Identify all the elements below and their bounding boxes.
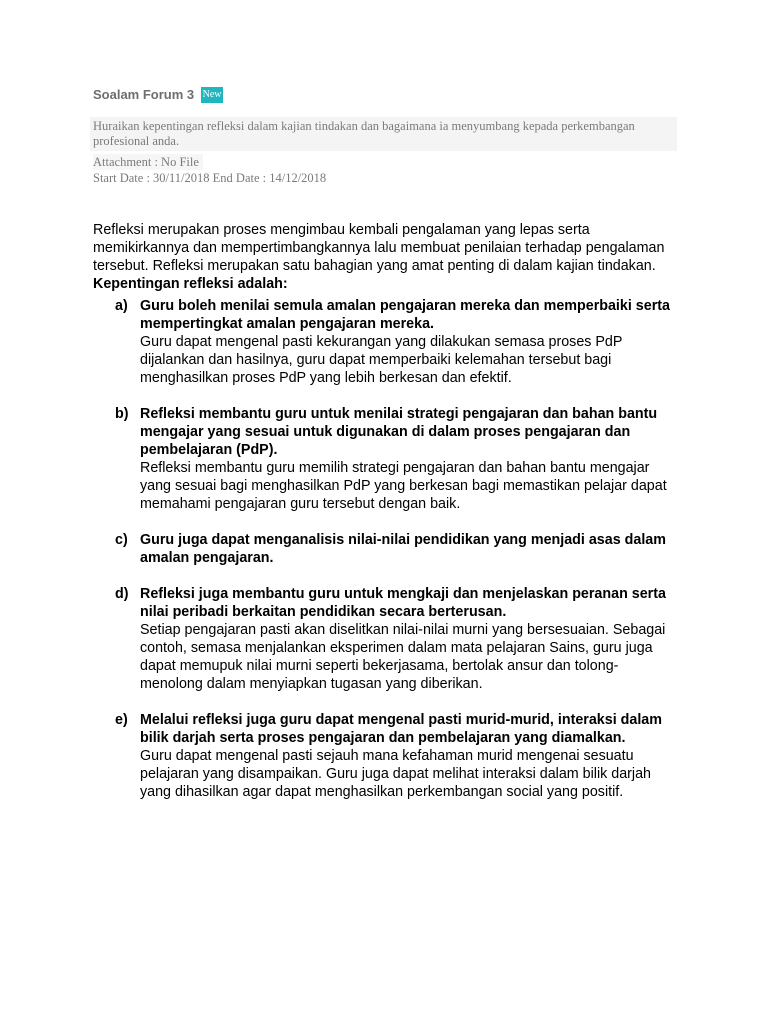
item-heading: Refleksi juga membantu guru untuk mengkaji dan menjelaskan peranan serta nilai peribadi berkaitan pendidikan secara berterusan. [140,586,666,620]
list-item [93,297,673,387]
forum-title: Soalam Forum 3 [93,87,195,103]
list-marker: e) [115,712,128,728]
list-item [93,531,673,567]
item-heading: Melalui refleksi juga guru dapat mengenal pasti murid-murid, interaksi dalam bilik darjah serta proses pengajaran dan pembelajaran yang diamalkan. [140,712,662,746]
new-badge: New [201,87,224,103]
list-item [93,585,673,693]
forum-header [93,86,223,104]
list-marker: d) [115,586,129,602]
item-heading: Refleksi membantu guru untuk menilai strategi pengajaran dan bahan bantu mengajar yang sesuai untuk digunakan di dalam proses pengajaran dan pembelajaran (PdP). [140,406,658,458]
list-marker: b) [115,406,129,422]
list-marker: c) [115,532,128,548]
answer-content [93,221,673,819]
date-range: Start Date : 30/11/2018 End Date : 14/12/2018 [93,171,327,185]
intro-paragraph: Refleksi merupakan proses mengimbau kembali pengalaman yang lepas serta memikirkannya dan mempertimbangkannya lalu membuat penilaian terhadap pengalaman tersebut. Refleksi merupakan satu bahagian yang amat penting di dalam kajian tindakan. [93,222,665,274]
list-item [93,711,673,801]
meta-info [93,154,326,186]
item-text: Setiap pengajaran pasti akan diselitkan nilai-nilai murni yang bersesuaian. Sebagai contoh, semasa menjalankan eksperimen dalam mata pelajaran Sains, guru juga dapat memupuk nilai murni seperti bekerjasama, bertolak ansur dan tolong-menolong dalam menyiapkan tugasan yang diberikan. [140,622,666,692]
item-text: Refleksi membantu guru memilih strategi pengajaran dan bahan bantu mengajar yang sesuai bagi menghasilkan PdP yang berkesan bagi memastikan pelajar dapat memahami pengajaran guru tersebut dengan baik. [140,460,667,512]
question-text: Huraikan kepentingan refleksi dalam kajian tindakan dan bagaimana ia menyumbang kepada perkembangan profesional anda. [90,117,677,151]
item-heading: Guru juga dapat menganalisis nilai-nilai pendidikan yang menjadi asas dalam amalan pengajaran. [140,532,666,566]
attachment-info: Attachment : No File [93,154,203,170]
list-item [93,405,673,513]
reflection-list [93,297,673,801]
subheading: Kepentingan refleksi adalah: [93,276,288,292]
item-heading: Guru boleh menilai semula amalan pengajaran mereka dan memperbaiki serta mempertingkat amalan pengajaran mereka. [140,298,670,332]
item-text: Guru dapat mengenal pasti kekurangan yang dilakukan semasa proses PdP dijalankan dan hasilnya, guru dapat memperbaiki kelemahan tersebut bagi menghasilkan proses PdP yang lebih berkesan dan efektif. [140,334,623,386]
list-marker: a) [115,298,128,314]
item-text: Guru dapat mengenal pasti sejauh mana kefahaman murid mengenai sesuatu pelajaran yang disampaikan. Guru juga dapat melihat interaksi dalam bilik darjah yang dihasilkan agar dapat menghasilkan perkembangan social yang positif. [140,748,652,800]
